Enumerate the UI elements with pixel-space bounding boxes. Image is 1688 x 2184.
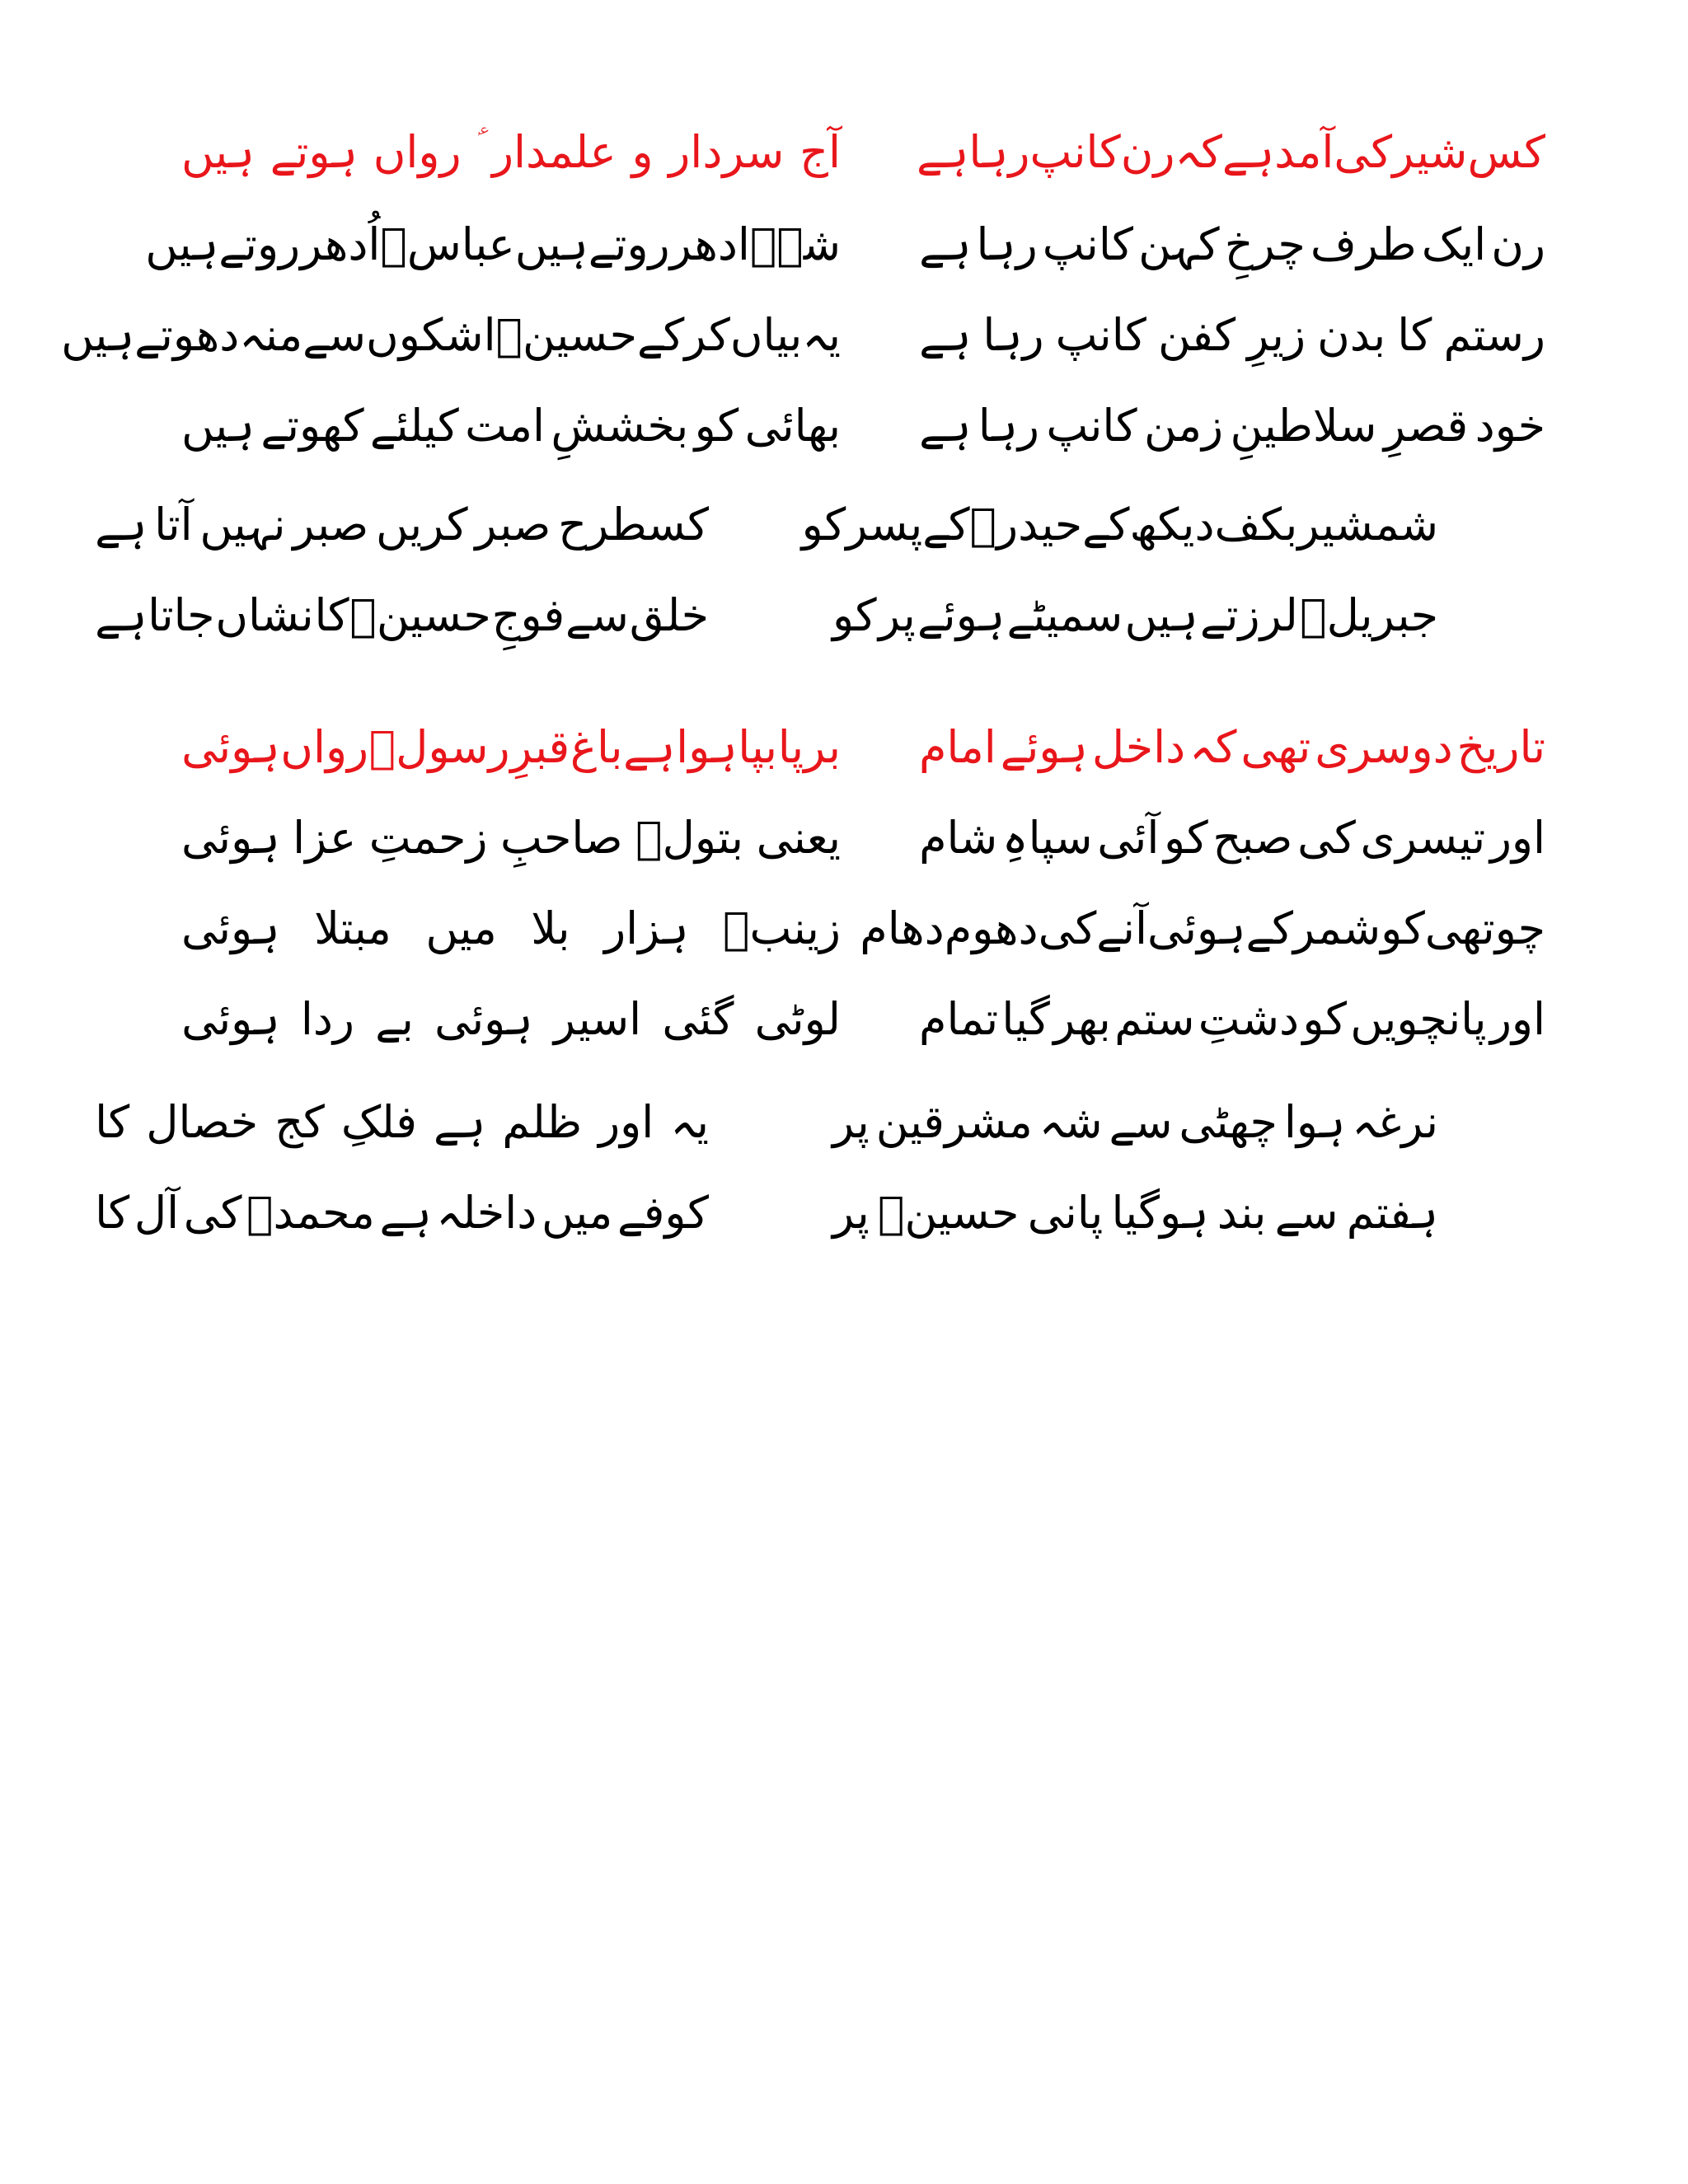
verse-line-left: یہ اور ظلم ہے فلکِ کج خصال کا [95, 1096, 709, 1148]
verse-line-left: یعنی بتولؑ صاحبِ زحمتِ عزا ہوئی [181, 812, 841, 864]
verse-line-left: لوٹی گئی اسیر ہوئی بے ردا ہوئی [181, 993, 841, 1045]
verse-line-right: شمشیر بکف دیکھ کے حیدرؑ کے پسر کو [801, 499, 1438, 551]
verse-line-left: یہ بیاں کرکے حسینؑ اشکوں سے منہ دھوتے ہیں [61, 309, 841, 361]
verse-line-right: نرغہ ہوا چھٹی سے شہ مشرقین پر [832, 1096, 1438, 1148]
verse-line-right: خود قصرِ سلاطینِ زمن کانپ رہا ہے [919, 400, 1545, 452]
verse-line-right: جبریلؑ لرزتے ہیں سمیٹے ہوئے پر کو [832, 589, 1438, 641]
verse-line-left: شہؑ ادھر روتے ہیں عباسؑ اُدھر روتے ہیں [145, 218, 841, 270]
verse-line-left: بھائی کو بخششِ امت کیلئے کھوتے ہیں [181, 400, 841, 452]
verse-line-left: برپا بپا ہوا ہے باغ قبرِ رسولؐ رواں ہوئی [181, 721, 841, 773]
verse-line-right: چوتھی کو شمر کے ہوئی آنے کی دھوم دھام [860, 902, 1545, 954]
verse-line-left: آج سردار و علمدار رواں ہوتے ہیں [181, 126, 841, 178]
verse-line-left: زینبؑ ہزار بلا میں مبتلا ہوئی [181, 902, 841, 954]
verse-line-right: اور تیسری کی صبح کو آئی سپاہِ شام [919, 812, 1545, 864]
verse-line-right: رن ایک طرف چرخِ کہن کانپ رہا ہے [919, 218, 1545, 270]
verse-line-right: کس شیر کی آمد ہے کہ رن کانپ رہا ہے [917, 126, 1545, 178]
verse-line-right: رستم کا بدن زیرِ کفن کانپ رہا ہے [919, 309, 1545, 361]
verse-line-right: ہفتم سے بند ہوگیا پانی حسینؑ پر [832, 1187, 1438, 1239]
verse-line-right: تاریخ دوسری تھی کہ داخل ہوئے امام [919, 721, 1545, 773]
verse-line-left: خلق سے فوجِ حسینؑ کا نشاں جاتا ہے [95, 589, 709, 641]
verse-line-right: اور پانچویں کو دشتِ ستم بھر گیا تمام [919, 993, 1545, 1045]
verse-line-left: کسطرح صبر کریں صبر نہیں آتا ہے [95, 499, 709, 551]
verse-line-left: کوفے میں داخلہ ہے محمدؐ کی آل کا [95, 1187, 709, 1239]
